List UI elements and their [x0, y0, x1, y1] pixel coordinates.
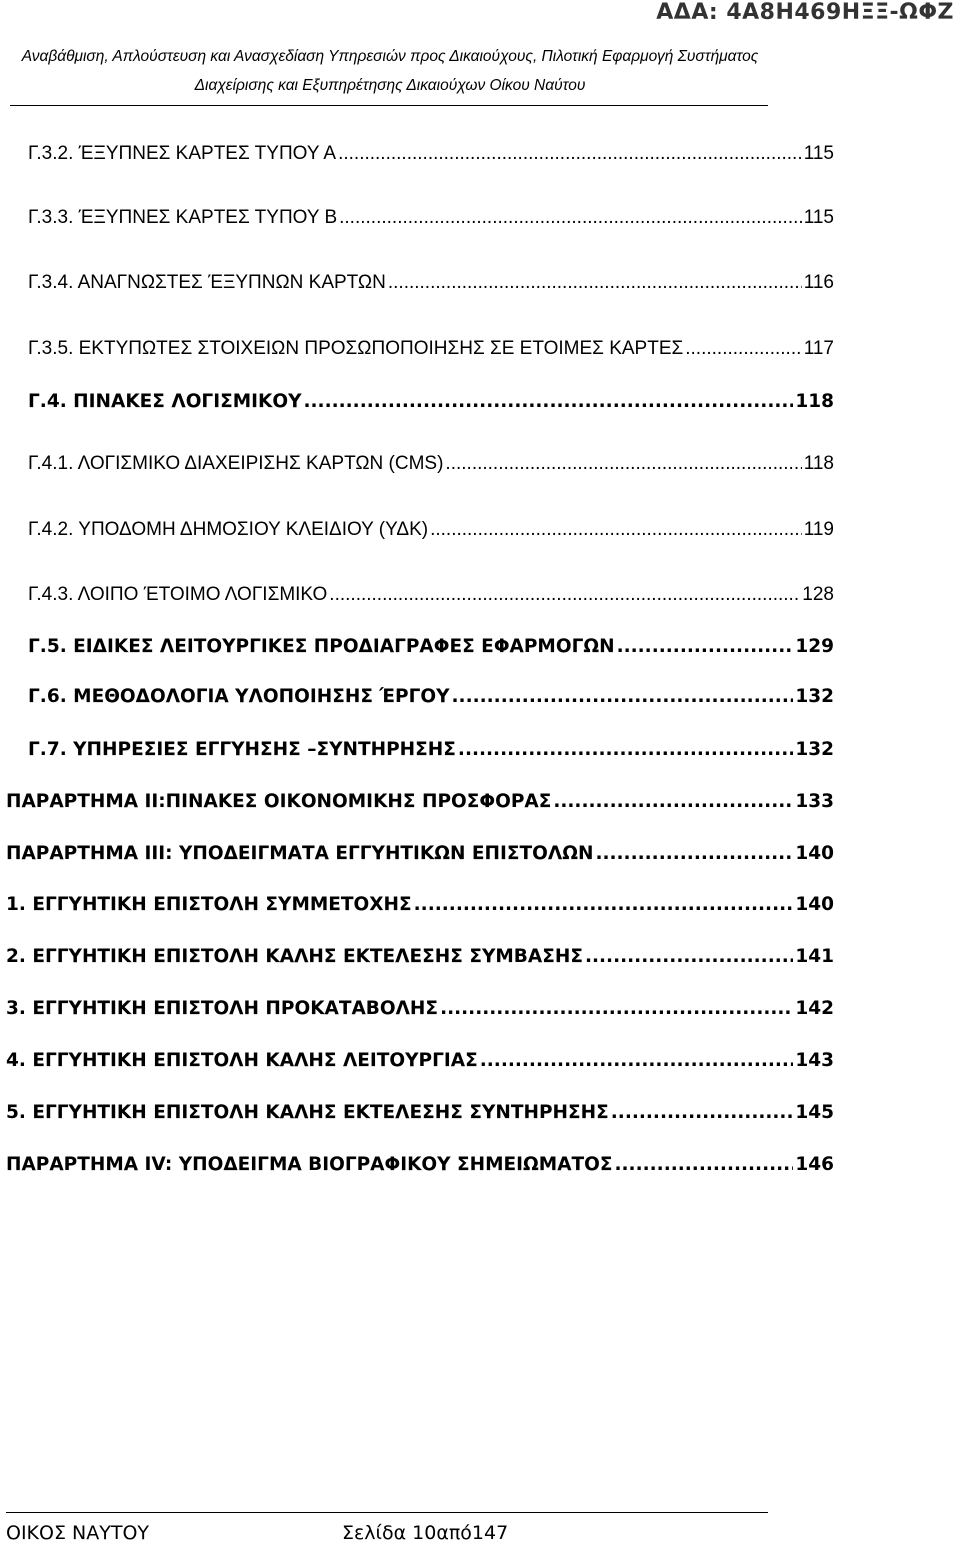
toc-entry[interactable]	[28, 142, 834, 166]
toc-leader-dots	[303, 390, 793, 414]
toc-entry[interactable]	[6, 1153, 834, 1177]
toc-entry-page: 118	[795, 391, 834, 412]
toc-leader-dots	[685, 337, 801, 361]
footer-page-number: Σελίδα 10από147	[342, 1522, 509, 1544]
toc-entry-title: 3. ΕΓΓΥΗΤΙΚΗ ΕΠΙΣΤΟΛΗ ΠΡΟΚΑΤΑΒΟΛΗΣ	[6, 998, 439, 1019]
toc-entry-title: Γ.3.3. ΈΞΥΠΝΕΣ ΚΑΡΤΕΣ ΤΥΠΟΥ Β	[28, 207, 338, 228]
toc-entry[interactable]	[6, 1049, 834, 1073]
toc-entry-title: ΠΑΡΑΡΤΗΜΑ ΙΙΙ: ΥΠΟΔΕΙΓΜΑΤΑ ΕΓΓΥΗΤΙΚΩΝ ΕΠΙΣΤΟΛΩΝ	[6, 843, 594, 864]
toc-entry-title: Γ.5. ΕΙΔΙΚΕΣ ΛΕΙΤΟΥΡΓΙΚΕΣ ΠΡΟΔΙΑΓΡΑΦΕΣ ΕΦΑΡΜΟΓΩΝ	[28, 636, 615, 657]
toc-entry[interactable]	[6, 945, 834, 969]
header-divider	[10, 105, 768, 106]
toc-leader-dots	[339, 206, 802, 230]
toc-leader-dots	[458, 738, 793, 762]
toc-entry-page: 116	[803, 272, 834, 293]
toc-entry-title: 5. ΕΓΓΥΗΤΙΚΗ ΕΠΙΣΤΟΛΗ ΚΑΛΗΣ ΕΚΤΕΛΕΣΗΣ ΣΥΝΤΗΡΗΣΗΣ	[6, 1102, 609, 1123]
toc-entry-page: 142	[795, 998, 834, 1019]
toc-entry-title: Γ.4. ΠΙΝΑΚΕΣ ΛΟΓΙΣΜΙΚΟΥ	[28, 391, 302, 412]
toc-entry-title: 4. ΕΓΓΥΗΤΙΚΗ ΕΠΙΣΤΟΛΗ ΚΑΛΗΣ ΛΕΙΤΟΥΡΓΙΑΣ	[6, 1050, 478, 1071]
toc-leader-dots	[480, 1049, 794, 1073]
toc-entry-page: 115	[803, 207, 834, 228]
toc-leader-dots	[414, 893, 794, 917]
toc-leader-dots	[553, 790, 793, 814]
toc-leader-dots	[338, 142, 802, 166]
toc-entry-title: Γ.3.4. ΑΝΑΓΝΩΣΤΕΣ ΈΞΥΠΝΩΝ ΚΑΡΤΩΝ	[28, 272, 386, 293]
toc-entry[interactable]	[28, 738, 834, 762]
toc-entry[interactable]	[28, 635, 834, 659]
toc-entry-title: Γ.4.3. ΛΟΙΠΟ ΈΤΟΙΜΟ ΛΟΓΙΣΜΙΚΟ	[28, 584, 328, 605]
toc-entry[interactable]	[28, 337, 834, 361]
toc-entry-page: 129	[795, 636, 834, 657]
toc-leader-dots	[611, 1101, 794, 1125]
document-header-line-1: Αναβάθμιση, Απλούστευση και Ανασχεδίαση Υπηρεσιών προς Δικαιούχους, Πιλοτική Εφαρμογή Συστήματος	[21, 48, 759, 65]
toc-entry-page: 132	[795, 686, 834, 707]
toc-leader-dots	[585, 945, 793, 969]
toc-entry[interactable]	[6, 1101, 834, 1125]
toc-entry-title: ΠΑΡΑΡΤΗΜΑ IV: ΥΠΟΔΕΙΓΜΑ ΒΙΟΓΡΑΦΙΚΟΥ ΣΗΜΕΙΩΜΑΤΟΣ	[6, 1154, 613, 1175]
toc-entry-page: 115	[803, 143, 834, 164]
toc-entry[interactable]	[28, 685, 834, 709]
toc-entry-page: 128	[802, 584, 834, 605]
toc-leader-dots	[430, 518, 802, 542]
toc-entry-page: 143	[795, 1050, 834, 1071]
document-header-line-2: Διαχείρισης και Εξυπηρέτησης Δικαιούχων Οίκου Ναύτου	[194, 77, 586, 94]
toc-entry-title: Γ.7. ΥΠΗΡΕΣΙΕΣ ΕΓΓΥΗΣΗΣ –ΣΥΝΤΗΡΗΣΗΣ	[28, 739, 456, 760]
toc-entry[interactable]	[6, 842, 834, 866]
toc-entry-title: 2. ΕΓΓΥΗΤΙΚΗ ΕΠΙΣΤΟΛΗ ΚΑΛΗΣ ΕΚΤΕΛΕΣΗΣ ΣΥΜΒΑΣΗΣ	[6, 946, 583, 967]
toc-entry-page: 118	[803, 453, 834, 474]
toc-entry-title: Γ.3.5. ΕΚΤΥΠΩΤΕΣ ΣΤΟΙΧΕΙΩΝ ΠΡΟΣΩΠΟΠΟΙΗΣΗΣ ΣΕ ΕΤΟΙΜΕΣ ΚΑΡΤΕΣ	[28, 338, 684, 359]
toc-entry-title: Γ.4.2. ΥΠΟΔΟΜΗ ΔΗΜΟΣΙΟΥ ΚΛΕΙΔΙΟΥ (ΥΔΚ)	[28, 519, 429, 540]
toc-entry-page: 132	[795, 739, 834, 760]
toc-entry[interactable]	[6, 893, 834, 917]
footer-organization: ΟΙΚΟΣ ΝΑΥΤΟΥ	[6, 1522, 150, 1544]
toc-entry-page: 140	[795, 894, 834, 915]
toc-entry[interactable]	[28, 206, 834, 230]
toc-leader-dots	[440, 997, 793, 1021]
toc-entry-title: 1. ΕΓΓΥΗΤΙΚΗ ΕΠΙΣΤΟΛΗ ΣΥΜΜΕΤΟΧΗΣ	[6, 894, 412, 915]
toc-entry[interactable]	[28, 271, 834, 295]
toc-entry-title: Γ.4.1. ΛΟΓΙΣΜΙΚΟ ΔΙΑΧΕΙΡΙΣΗΣ ΚΑΡΤΩΝ (CMS)	[28, 453, 444, 474]
toc-leader-dots	[595, 842, 793, 866]
toc-entry[interactable]	[6, 997, 834, 1021]
toc-entry[interactable]	[28, 518, 834, 542]
toc-entry[interactable]	[28, 583, 834, 607]
toc-entry-page: 133	[795, 791, 834, 812]
toc-leader-dots	[615, 1153, 794, 1177]
toc-leader-dots	[329, 583, 800, 607]
toc-entry-title: ΠΑΡΑΡΤΗΜΑ ΙΙ:ΠΙΝΑΚΕΣ ΟΙΚΟΝΟΜΙΚΗΣ ΠΡΟΣΦΟΡΑΣ	[6, 791, 552, 812]
toc-leader-dots	[452, 685, 794, 709]
toc-entry-page: 141	[795, 946, 834, 967]
toc-entry-title: Γ.3.2. ΈΞΥΠΝΕΣ ΚΑΡΤΕΣ ΤΥΠΟΥ Α	[28, 143, 337, 164]
toc-entry-title: Γ.6. ΜΕΘΟΔΟΛΟΓΙΑ ΥΛΟΠΟΙΗΣΗΣ ΈΡΓΟΥ	[28, 686, 450, 707]
toc-entry[interactable]	[28, 452, 834, 476]
toc-leader-dots	[617, 635, 794, 659]
footer-divider	[6, 1512, 768, 1513]
toc-leader-dots	[388, 271, 802, 295]
toc-entry-page: 119	[803, 519, 834, 540]
toc-leader-dots	[445, 452, 801, 476]
toc-entry[interactable]	[28, 390, 834, 414]
toc-entry-page: 145	[795, 1102, 834, 1123]
toc-entry[interactable]	[6, 790, 834, 814]
toc-entry-page: 140	[795, 843, 834, 864]
ada-watermark: ΑΔΑ: 4Α8Η469ΗΞΞ-ΩΦΖ	[656, 0, 954, 25]
toc-entry-page: 117	[803, 338, 834, 359]
toc-entry-page: 146	[795, 1154, 834, 1175]
